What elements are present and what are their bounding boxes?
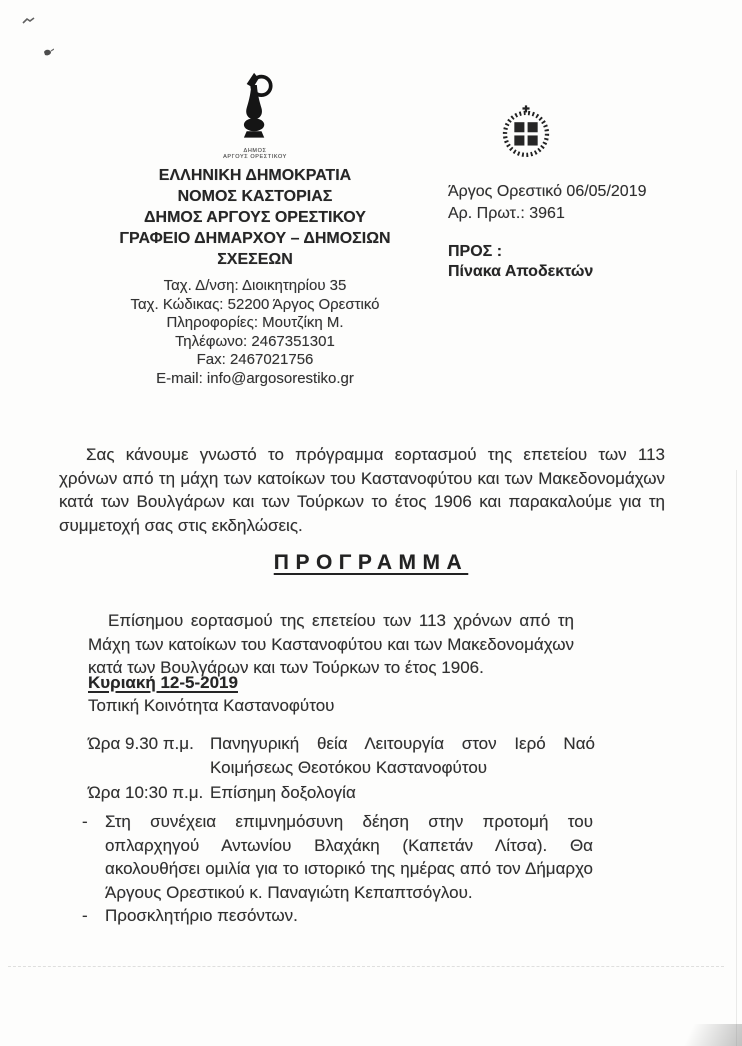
schedule-row (88, 732, 595, 779)
schedule-time: Ώρα 10:30 π.μ. (88, 783, 204, 802)
scan-corner-shadow (622, 1024, 742, 1046)
bullet-text: Στη συνέχεια επιμνημόσυνη δέηση στην προτομή του οπλαρχηγού Αντωνίου Βλαχάκη (Καπετάν Λίτσα). Θα ακολουθήσει ομιλία για το ιστορικό της ημέρας από τον Δήμαρχο Άργους Ορεστικού κ. Παναγιώτη Κεπαπτσόγλου. (105, 812, 593, 902)
municipality-logo-icon (227, 72, 283, 146)
bullet-text: Προσκλητήριο πεσόντων. (105, 906, 298, 925)
contact-block (95, 277, 415, 389)
recipient-value: Πίνακα Αποδεκτών (448, 263, 594, 280)
greek-national-emblem-icon (498, 104, 554, 160)
contact-address: Ταχ. Δ/νση: Διοικητηρίου 35 (163, 277, 347, 294)
agency-line-republic: ΕΛΛΗΝΙΚΗ ΔΗΜΟΚΡΑΤΙΑ (158, 167, 352, 184)
agency-name-block (95, 165, 415, 270)
ink-speck (22, 16, 36, 26)
logo-caption (95, 148, 415, 160)
recipient-label: ΠΡΟΣ : (448, 243, 503, 260)
agency-line-prefecture: ΝΟΜΟΣ ΚΑΣΤΟΡΙΑΣ (177, 188, 333, 205)
program-heading: ΠΡΟΓΡΑΜΜΑ (273, 551, 469, 574)
schedule-event: Επίσημη δοξολογία (210, 783, 356, 802)
schedule-event: Πανηγυρική θεία Λειτουργία στον Ιερό Ναό Κοιμήσεως Θεοτόκου Καστανοφύτου (210, 734, 595, 777)
letterhead-left (95, 72, 415, 389)
contact-postal-code: Ταχ. Κώδικας: 52200 Άργος Ορεστικό (130, 295, 380, 313)
program-schedule (88, 732, 595, 805)
program-bullets (82, 810, 593, 928)
bullet-item (82, 904, 593, 928)
intro-paragraph: Σας κάνουμε γνωστό το πρόγραμμα εορτασμού της επετείου των 113 χρόνων από τη μάχη των κατοίκων του Καστανοφύτου και των Μακεδονομάχων κατά των Βουλγάρων και των Τούρκων το έτος 1906 και παρακαλούμε για τη συμμετοχή σας στις εκδηλώσεις. (59, 445, 665, 535)
contact-phone: Τηλέφωνο: 2467351301 (175, 332, 335, 350)
logo-caption-line: ΔΗΜΟΣ (243, 148, 267, 154)
program-location: Τοπική Κοινότητα Καστανοφύτου (88, 696, 335, 715)
contact-fax: Fax: 2467021756 (196, 351, 314, 369)
letter-date: Άργος Ορεστικό 06/05/2019 (448, 183, 647, 200)
program-day-heading: Κυριακή 12-5-2019 (88, 673, 238, 692)
scan-edge-line (736, 470, 737, 1046)
schedule-time: Ώρα 9.30 π.μ. (88, 734, 194, 753)
contact-information: Πληροφορίες: Μουτζίκη Μ. (166, 314, 344, 332)
agency-line-office: ΓΡΑΦΕΙΟ ΔΗΜΑΡΧΟΥ – ΔΗΜΟΣΙΩΝ ΣΧΕΣΕΩΝ (119, 230, 391, 268)
letterhead-right (448, 104, 658, 282)
logo-caption-line: ΑΡΓΟΥΣ ΟΡΕΣΤΙΚΟΥ (223, 154, 287, 160)
ink-speck (42, 47, 54, 57)
agency-line-municipality: ΔΗΜΟΣ ΑΡΓΟΥΣ ΟΡΕΣΤΙΚΟΥ (144, 209, 366, 226)
recipient-block (448, 242, 658, 282)
program-description: Επίσημου εορτασμού της επετείου των 113 χρόνων από τη Μάχη των κατοίκων του Καστανοφύτου και των Μακεδονομάχων κατά των Βουλγάρων και των Τούρκων το έτος 1906. (88, 611, 574, 677)
schedule-row (88, 781, 595, 805)
contact-email: E-mail: info@argosorestiko.gr (156, 369, 354, 387)
scan-fold-line (8, 966, 724, 967)
bullet-marker: - (82, 906, 88, 925)
protocol-number: Αρ. Πρωτ.: 3961 (448, 205, 565, 222)
bullet-item (82, 810, 593, 904)
bullet-marker: - (82, 812, 88, 831)
